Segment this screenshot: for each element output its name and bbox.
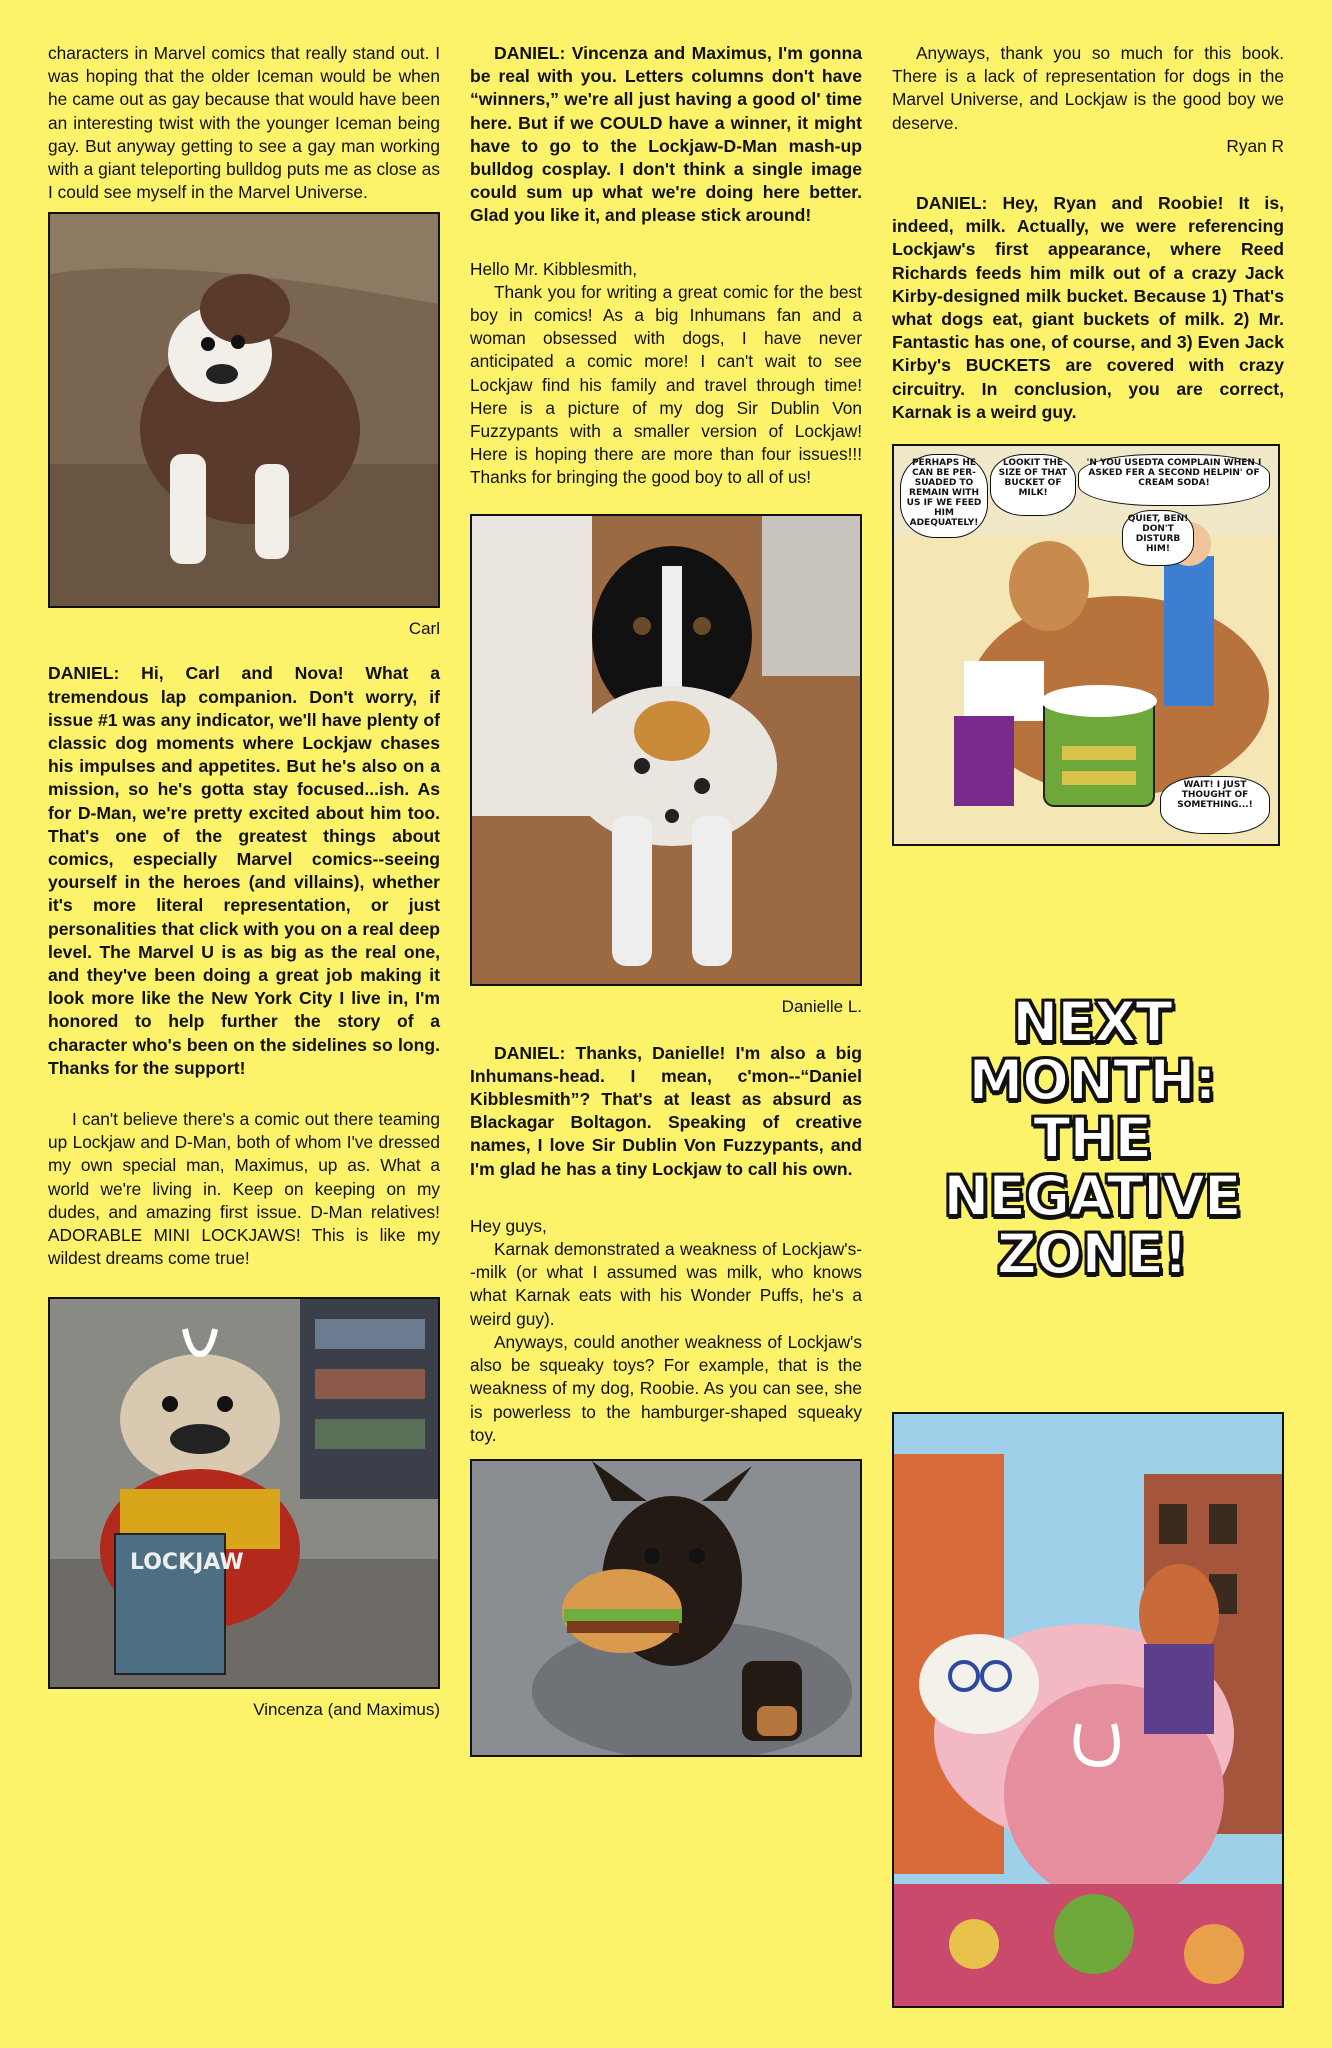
cover-art-illustration (894, 1414, 1282, 2006)
bulldog-photo-illustration (50, 214, 438, 606)
costumed-bulldog-illustration (50, 1299, 438, 1687)
speech-bubble-sue: QUIET, BEN! DON'T DISTURB HIM! (1122, 510, 1194, 566)
kirby-comic-panel (892, 444, 1280, 846)
photo-caption-vincenza: Vincenza (and Maximus) (253, 1699, 440, 1719)
letter-ryan-signoff: Ryan R (1226, 135, 1284, 156)
reply-to-ryan: DANIEL: Hey, Ryan and Roobie! It is, indeed, milk. Actually, we were referencing Lockjaw's first appearance, where Reed Richards feeds him milk out of a crazy Jack Kirby-designed milk bucket. Because 1) That's what dogs eat, giant buckets of milk. 2) Mr. Fantastic has one, of course, and 3) Even Jack Kirby's BUCKETS are covered with crazy circuitry. In conclusion, you are correct, Karnak is a weird guy. (892, 193, 1284, 422)
reply-to-carl: DANIEL: Hi, Carl and Nova! What a tremendous lap companion. Don't worry, if issue #1 was any indicator, we'll have plenty of classic dog moments where Lockjaw chases his impulses and appetites. But he's also on a mission, so he's gotta stay focused...ish. As for D-Man, we're pretty excited about him too. That's one of the greatest things about comics, especially Marvel comics--seeing yourself in the heroes (and villains), whether it's more literal representation, or just personalities that click with you on a real deep level. The Marvel U is as big as the real one, and they've been doing a great job making it look more like the New York City I live in, I'm honored to help further the story of a character who's been on the sidelines so long. Thanks for the support! (48, 663, 440, 1078)
comic-cover-title: LOCKJAW (130, 1549, 244, 1575)
photo-vincenza-bulldog (48, 1297, 440, 1689)
speech-bubble-thing: 'N YOU USEDTA COMPLAIN WHEN I ASKED FER A SECOND HELPIN' OF CREAM SODA! (1078, 454, 1270, 506)
letter-ryan-p3: Anyways, thank you so much for this book. There is a lack of representation for dogs in the Marvel Universe, and Lockjaw is the good boy we deserve. (892, 43, 1284, 133)
border-collie-illustration (472, 516, 860, 984)
photo-caption-danielle: Danielle L. (781, 996, 862, 1016)
letter-carl-end: characters in Marvel comics that really stand out. I was hoping that the older Iceman would be when he came out as gay because that would have been an interesting twist with the younger Iceman being gay. But anyway getting to see a gay man working with a giant teleporting bulldog puts me as close as I could see myself in the Marvel Universe. (48, 43, 440, 203)
column-middle (470, 42, 862, 1757)
speech-bubble-reed: PERHAPS HE CAN BE PER-SUADED TO REMAIN WITH US IF WE FEED HIM ADEQUATELY! (900, 454, 988, 538)
letter-danielle-greeting: Hello Mr. Kibblesmith, (470, 258, 638, 279)
letter-ryan-p1: Karnak demonstrated a weakness of Lockjaw's--milk (or what I assumed was milk, who knows what Karnak eats with his Wonder Puffs, he's a weird guy). (470, 1239, 862, 1329)
photo-roobie-dog (470, 1459, 862, 1757)
letter-ryan-p2: Anyways, could another weakness of Lockjaw's also be squeaky toys? For example, that is the weakness of my dog, Roobie. As you can see, she is powerless to the hamburger-shaped squeaky toy. (470, 1331, 862, 1445)
letter-ryan-greeting: Hey guys, (470, 1215, 547, 1236)
photo-danielle-dog (470, 514, 862, 986)
next-issue-cover-art (892, 1412, 1284, 2008)
letter-vincenza: I can't believe there's a comic out there teaming up Lockjaw and D-Man, both of whom I've dressed my own special man, Maximus, up as. What a world we're living in. Keep on keeping on my dudes, and amazing first issue. D-Man relatives! ADORABLE MINI LOCKJAWS! This is like my wildest dreams come true! (48, 1109, 440, 1269)
next-month-headline: NEXT MONTH: THE NEGATIVE ZONE! (943, 990, 1241, 1286)
speech-bubble-karnak: WAIT! I JUST THOUGHT OF SOMETHING...! (1160, 776, 1270, 834)
reply-to-danielle: DANIEL: Thanks, Danielle! I'm also a big Inhumans-head. I mean, c'mon--“Daniel Kibblesmith”? That's at least as absurd as Blackagar Boltagon. Speaking of creative names, I love Sir Dublin Von Fuzzypants, and I'm glad he has a tiny Lockjaw to call his own. (470, 1042, 862, 1179)
column-left (48, 42, 440, 1721)
column-right (892, 42, 1284, 846)
reply-to-vincenza: DANIEL: Vincenza and Maximus, I'm gonna be real with you. Letters columns don't have “winners,” we're all just having a good ol' time here. But if we COULD have a winner, it might have to go to the Lockjaw-D-Man mash-up bulldog cosplay. I don't think a single image could sum up what we're doing here better. Glad you like it, and please stick around! (470, 43, 862, 226)
roobie-squeaky-toy-illustration (472, 1461, 860, 1755)
letter-danielle: Thank you for writing a great comic for the best boy in comics! As a big Inhumans fan and a woman obsessed with dogs, I have never anticipated a comic more! I can't wait to see Lockjaw find his family and travel through time! Here is a picture of my dog Sir Dublin Von Fuzzypants with a smaller version of Lockjaw! Here is hoping there are more than four issues!!! Thanks for bringing the good boy to all of us! (470, 281, 862, 488)
speech-bubble-johnny: LOOKIT THE SIZE OF THAT BUCKET OF MILK! (990, 454, 1076, 516)
photo-carl-bulldog (48, 212, 440, 608)
photo-caption-carl: Carl (408, 619, 440, 639)
